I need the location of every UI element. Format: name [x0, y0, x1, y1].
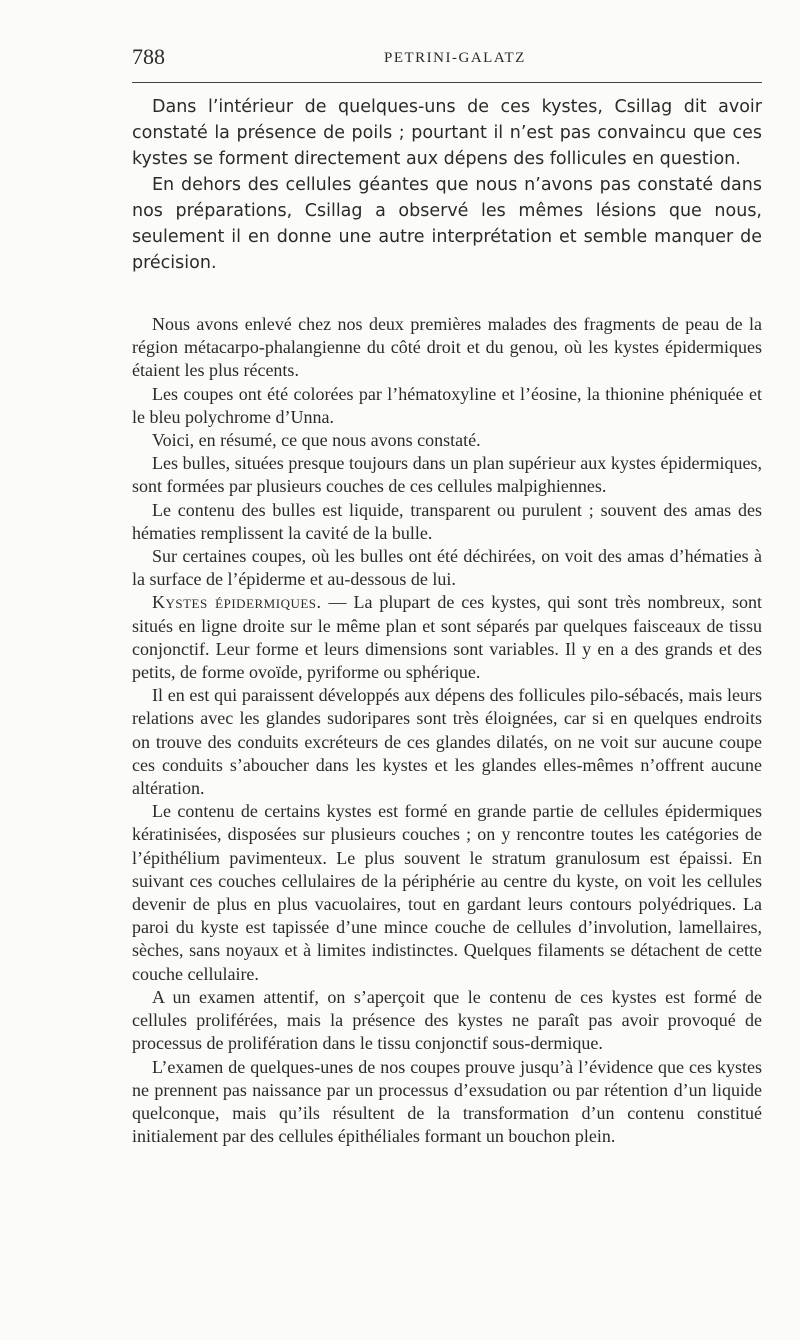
body-paragraph: Voici, en résumé, ce que nous avons constaté.: [152, 430, 481, 451]
running-head: PETRINI-GALATZ: [384, 50, 526, 66]
page-header: [132, 40, 762, 80]
section-heading: Kystes épidermiques.: [152, 592, 322, 613]
body-paragraph: Les coupes ont été colorées par l’hématoxyline et l’éosine, la thionine phéniquée et le bleu polychrome d’Unna.: [132, 383, 762, 427]
body-paragraph: Le contenu des bulles est liquide, transparent ou purulent ; souvent des amas des hématies remplissent la cavité de la bulle.: [132, 499, 762, 543]
body-paragraph-kystes: [132, 591, 762, 684]
section-text: — La plupart de ces kystes, qui sont très nombreux, sont situés en ligne droite sur le même plan et sont séparés par quelques faisceaux de tissu conjonctif. Leur forme et leurs dimensions sont variables. Il y en a des grands et des petits, de forme ovoïde, pyriforme ou sphérique.: [132, 592, 762, 683]
intro-section: [132, 94, 762, 276]
body-paragraph: A un examen attentif, on s’aperçoit que le contenu de ces kystes est formé de cellules proliférées, mais la présence des kystes ne paraît pas avoir provoqué de processus de prolifération dans le tissu conjonctif sous-dermique.: [132, 986, 762, 1054]
body-paragraph: L’examen de quelques-unes de nos coupes prouve jusqu’à l’évidence que ces kystes ne prennent pas naissance par un processus d’exsudation ou par rétention d’un liquide quelconque, mais qu’ils résultent de la transformation d’un contenu constitué initialement par des cellules épithéliales formant un bouchon plein.: [132, 1056, 762, 1147]
intro-paragraph: Dans l’intérieur de quelques-uns de ces kystes, Csillag dit avoir constaté la présence de poils ; pourtant il n’est pas convaincu que ces kystes se forment directement aux dépens des follicules en question.: [132, 97, 762, 169]
body-paragraph: Le contenu de certains kystes est formé en grande partie de cellules épidermiques kératinisées, disposées sur plusieurs couches ; on y rencontre toutes les catégories de l’épithélium pavimenteux. Le plus souvent le stratum granulosum est épaissi. En suivant ces couches cellulaires de la périphérie au centre du kyste, on voit les cellules devenir de plus en plus vacuolaires, tout en gardant leurs contours polyédriques. La paroi du kyste est tapissée d’une mince couche de cellules d’involution, lamellaires, sèches, sans noyaux et à limites indistinctes. Quelques filaments se détachent de cette couche cellulaire.: [132, 801, 762, 984]
header-rule: [132, 82, 762, 83]
body-paragraph: Il en est qui paraissent développés aux dépens des follicules pilo-sébacés, mais leurs relations avec les glandes sudoripares sont très éloignées, car si en quelques endroits on trouve des conduits excréteurs de ces glandes dilatés, on ne voit sur aucune coupe ces conduits s’aboucher dans les kystes et les glandes elles-mêmes n’offrent aucune altération.: [132, 685, 762, 799]
page-number: 788: [132, 44, 165, 69]
intro-paragraph: En dehors des cellules géantes que nous n’avons pas constaté dans nos préparations, Csillag a observé les mêmes lésions que nous, seulement il en donne une autre interprétation et semble manquer de précision.: [132, 175, 762, 273]
body-paragraph: Sur certaines coupes, où les bulles ont été déchirées, on voit des amas d’hématies à la surface de l’épiderme et au-dessous de lui.: [132, 546, 762, 590]
body-paragraph: Les bulles, situées presque toujours dans un plan supérieur aux kystes épidermiques, sont formées par plusieurs couches de ces cellules malpighiennes.: [132, 453, 762, 497]
body-paragraph: Nous avons enlevé chez nos deux premières malades des fragments de peau de la région métacarpo-phalangienne du côté droit et du genou, où les kystes épidermiques étaient les plus récents.: [132, 314, 762, 381]
body-section: [132, 313, 762, 1148]
